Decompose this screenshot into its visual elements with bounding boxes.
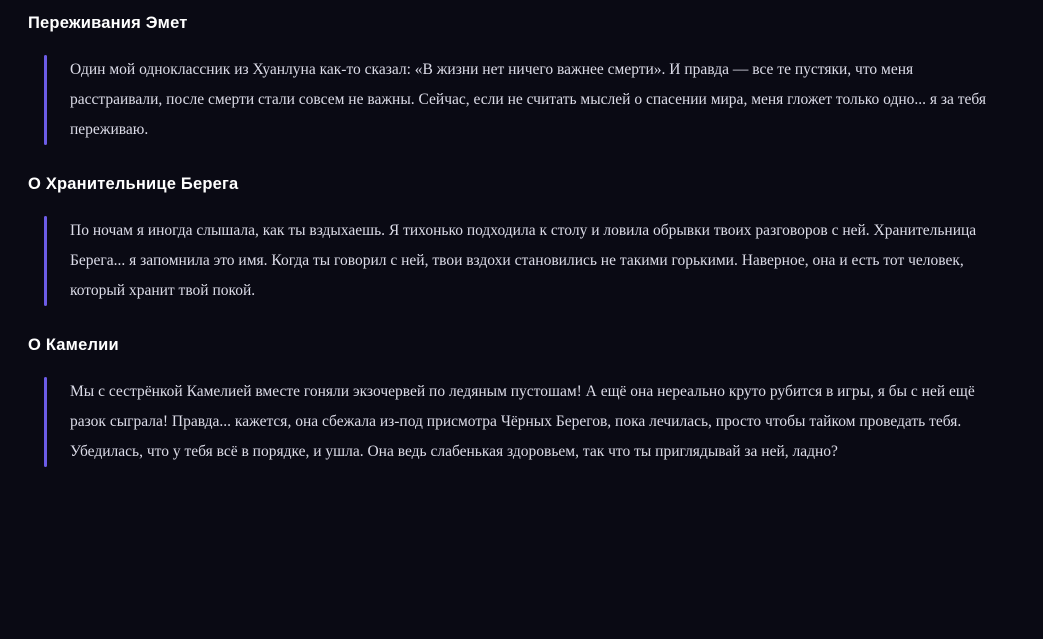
quote-text: По ночам я иногда слышала, как ты вздыхаешь. Я тихонько подходила к столу и ловила обрывки твоих разговоров с ней. Хранительница Берега... я запомнила это имя. Когда ты говорил с ней, твои вздохи становились не такими горькими. Наверное, она и есть тот человек, который хранит твой покой. (70, 222, 977, 299)
section-title: О Камелии (28, 336, 119, 354)
section-title: О Хранительнице Берега (28, 175, 239, 193)
blockquote (44, 216, 1021, 306)
quote-accent-bar (44, 55, 47, 145)
quote-text: Мы с сестрёнкой Камелией вместе гоняли экзочервей по ледяным пустошам! А ещё она нереально круто рубится в игры, я бы с ней ещё разок сыграла! Правда... кажется, она сбежала из-под присмотра Чёрных Берегов, пока лечилась, просто чтобы тайком проведать тебя. Убедилась, что у тебя всё в порядке, и ушла. Она ведь слабенькая здоровьем, так что ты приглядывай за ней, ладно? (70, 383, 975, 460)
quote-accent-bar (44, 216, 47, 306)
section-title: Переживания Эмет (28, 14, 188, 32)
blockquote (44, 55, 1021, 145)
blockquote (44, 377, 1021, 467)
quote-accent-bar (44, 377, 47, 467)
section-shore-keeper (22, 175, 1021, 306)
section-camellya (22, 336, 1021, 467)
section-emet (22, 14, 1021, 145)
quote-text: Один мой одноклассник из Хуанлуна как-то сказал: «В жизни нет ничего важнее смерти». И правда — все те пустяки, что меня расстраивали, после смерти стали совсем не важны. Сейчас, если не считать мыслей о спасении мира, меня гложет только одно... я за тебя переживаю. (70, 61, 987, 138)
